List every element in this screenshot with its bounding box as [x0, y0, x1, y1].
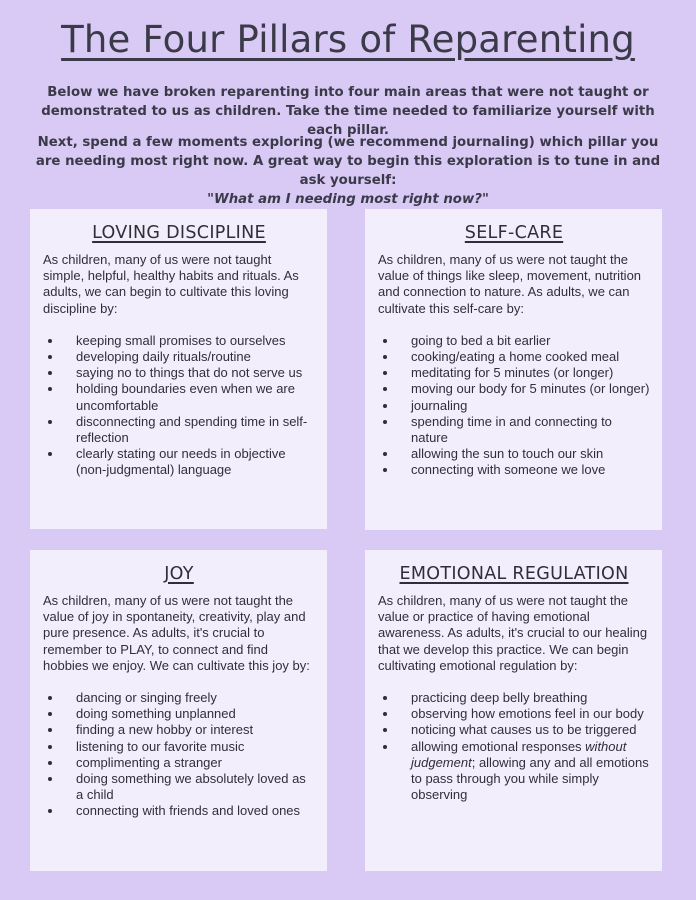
intro-text: Next, spend a few moments exploring (we recommend journaling) which pillar you are needing most right now. A great way to begin this exploration is to tune in and ask yourself: — [35, 135, 661, 188]
intro-paragraph: Below we have broken reparenting into four main areas that were not taught or demonstrated to us as children. Take the time needed to familiarize yourself with each pillar. — [41, 85, 655, 138]
list-item: • listening to our favorite music — [63, 739, 315, 755]
pillar-list — [43, 333, 315, 479]
list-item: • keeping small promises to ourselves — [63, 333, 315, 349]
list-item: • meditating for 5 minutes (or longer) — [398, 365, 650, 381]
list-item: • spending time in and connecting to nature — [398, 414, 650, 446]
list-item-rest: ; allowing any and all emotions to pass through you while simply observing — [411, 754, 649, 803]
list-item-emphasis: without judgement — [411, 738, 627, 770]
pillar-heading: JOY — [164, 564, 194, 584]
list-item: • going to bed a bit earlier — [398, 333, 650, 349]
list-item: • connecting with friends and loved ones — [63, 803, 315, 819]
list-item: • moving our body for 5 minutes (or longer) — [398, 381, 650, 397]
pillar-description: As children, many of us were not taught the value of things like sleep, movement, nutrition and connection to nature. As adults, we can cultivate this self-care by: — [378, 252, 642, 316]
pillar-description: As children, many of us were not taught the value of joy in spontaneity, creativity, play and pure presence. As adults, it's crucial to remember to PLAY, to connect and find hobbies we enjoy. We can cultivate this joy by: — [43, 593, 310, 673]
list-item: • observing how emotions feel in our body — [398, 706, 650, 722]
pillar-card-emotional-regulation — [365, 550, 662, 871]
pillar-list — [378, 690, 650, 803]
list-item: • clearly stating our needs in objective (non-judgmental) language — [63, 446, 315, 478]
pillar-heading: SELF-CARE — [464, 223, 564, 243]
list-item: • dancing or singing freely — [63, 690, 315, 706]
list-item: • finding a new hobby or interest — [63, 722, 315, 738]
pillar-card-self-care — [365, 209, 662, 530]
list-item: • disconnecting and spending time in self-reflection — [63, 414, 315, 446]
pillar-card-loving-discipline — [30, 209, 327, 529]
pillar-heading: EMOTIONAL REGULATION — [399, 564, 629, 584]
pillar-list — [43, 690, 315, 820]
pillar-description: As children, many of us were not taught the value or practice of having emotional awareness. As adults, it's crucial to our healing that we develop this practice. We can begin cultivating emotional regulation by: — [378, 593, 648, 673]
list-item: • saying no to things that do not serve us — [63, 365, 315, 381]
list-item: • doing something unplanned — [63, 706, 315, 722]
list-item-lead: allowing emotional responses — [411, 738, 582, 754]
list-item — [398, 739, 650, 804]
list-item: • practicing deep belly breathing — [398, 690, 650, 706]
pillar-list — [378, 333, 650, 479]
list-item: • noticing what causes us to be triggered — [398, 722, 650, 738]
list-item: • allowing the sun to touch our skin — [398, 446, 650, 462]
list-item: • journaling — [398, 398, 650, 414]
pillar-card-joy — [30, 550, 327, 871]
pillar-heading: LOVING DISCIPLINE — [92, 223, 266, 243]
list-item: • complimenting a stranger — [63, 755, 315, 771]
list-item: • developing daily rituals/routine — [63, 349, 315, 365]
intro-paragraph-2 — [30, 133, 666, 209]
list-item: • cooking/eating a home cooked meal — [398, 349, 650, 365]
list-item: • holding boundaries even when we are uncomfortable — [63, 381, 315, 413]
list-item: • doing something we absolutely loved as a child — [63, 771, 315, 803]
intro-question: "What am I needing most right now?" — [207, 192, 489, 207]
pillar-description: As children, many of us were not taught simple, helpful, healthy habits and rituals. As adults, we can begin to cultivate this loving discipline by: — [43, 252, 299, 316]
list-item: • connecting with someone we love — [398, 462, 650, 478]
page-title: The Four Pillars of Reparenting — [61, 18, 635, 61]
